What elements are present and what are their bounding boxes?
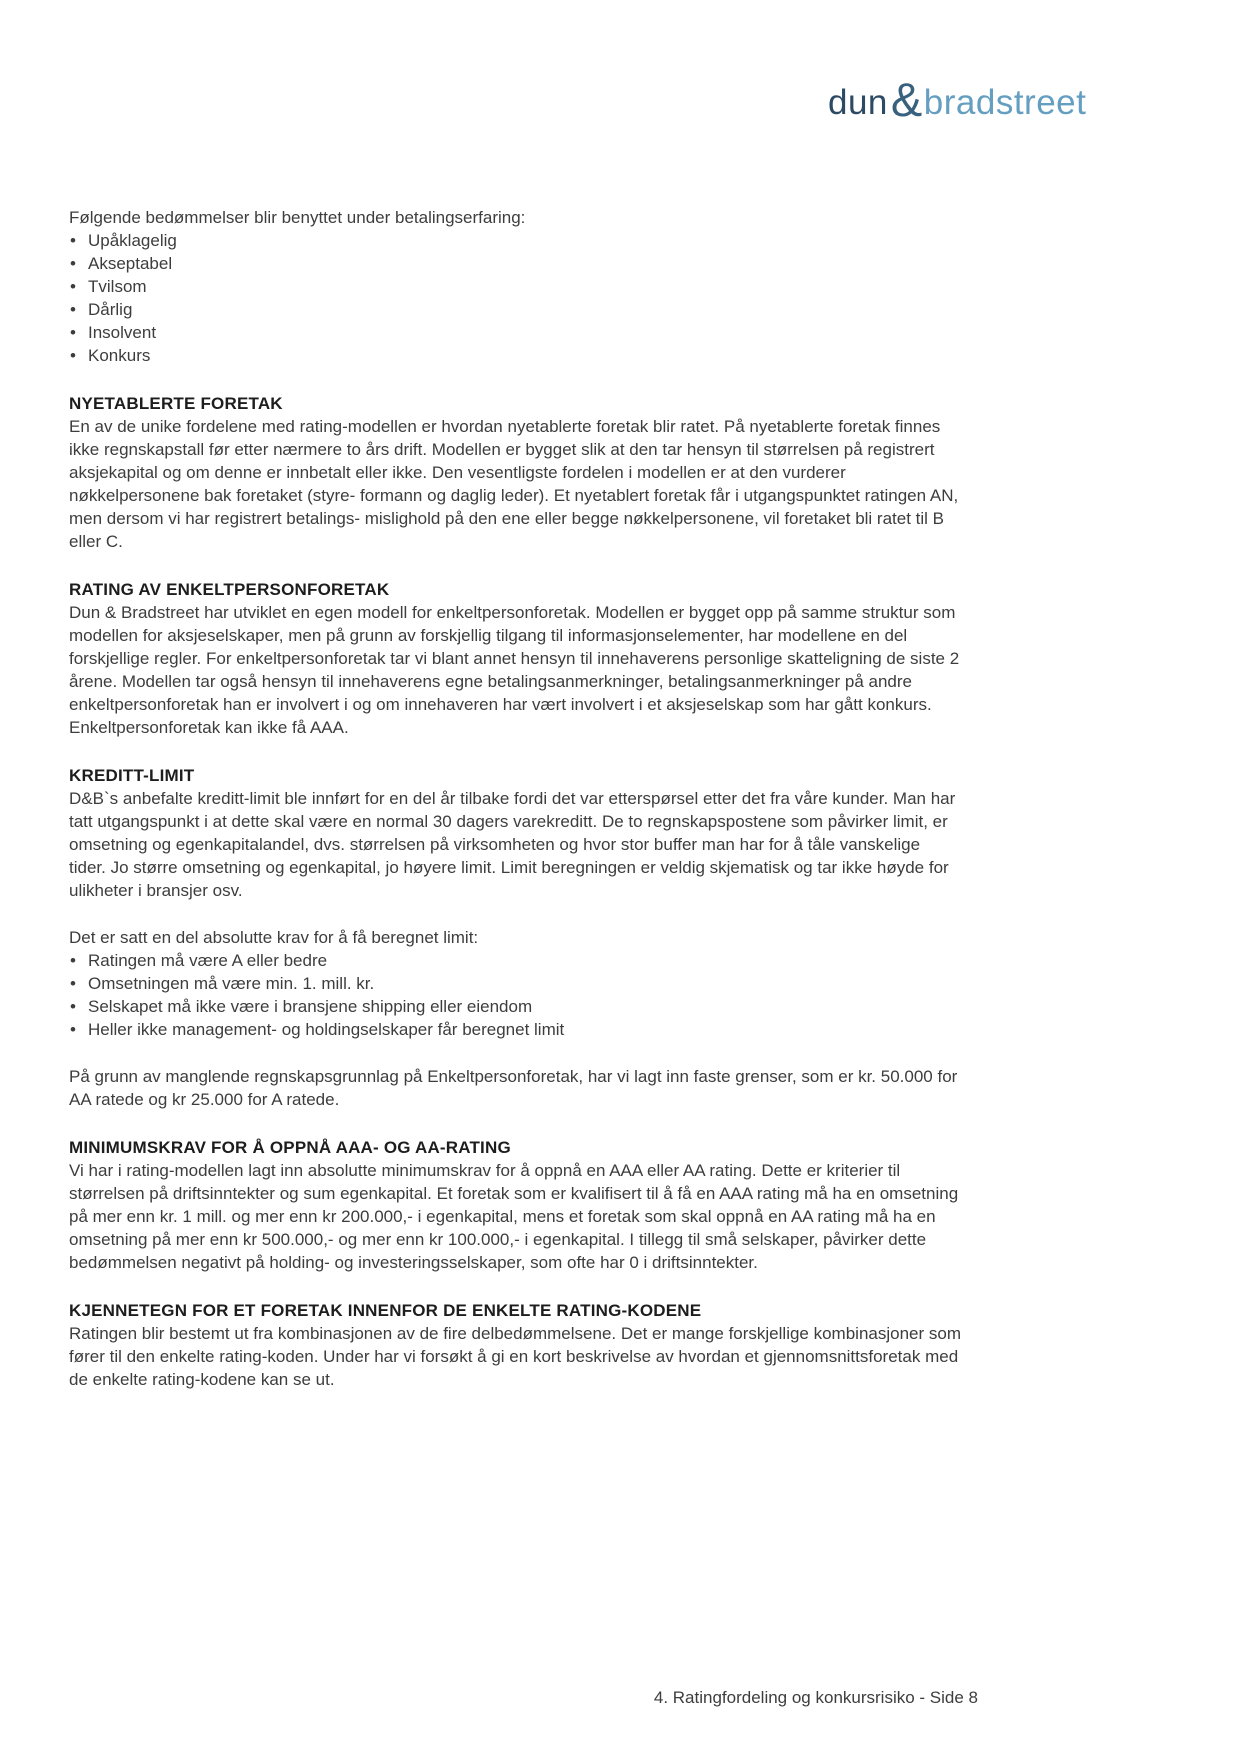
paragraph: Dun & Bradstreet har utviklet en egen modell for enkeltpersonforetak. Modellen er bygget opp på samme struktur som modellen for aksjeselskaper, men på grunn av forskjellig tilgang til informasjonselementer, har modellene en del forskjellige regler. For enkeltpersonforetak tar vi blant annet hensyn til innehaverens personlige skatteligning de siste 2 årene. Modellen tar også hensyn til innehaverens egne betalingsanmerkninger, betalingsanmerkninger på andre enkeltpersonforetak han er involvert i og om innehaveren har vært involvert i et aksjeselskap som har gått konkurs. Enkeltpersonforetak kan ikke få AAA.	[69, 603, 960, 737]
section-heading: RATING AV ENKELTPERSONFORETAK	[69, 580, 390, 599]
paragraph: Ratingen blir bestemt ut fra kombinasjonen av de fire delbedømmelsene. Det er mange forskjellige kombinasjoner som fører til den enkelte rating-koden. Under har vi forsøkt å gi en kort beskrivelse av hvordan et gjennomsnittsforetak med de enkelte rating-kodene kan se ut.	[69, 1324, 961, 1389]
logo-word-bradstreet: bradstreet	[923, 83, 1087, 122]
section-heading: KJENNETEGN FOR ET FORETAK INNENFOR DE ENKELTE RATING-KODENE	[69, 1301, 702, 1320]
paragraph: Vi har i rating-modellen lagt inn absolutte minimumskrav for å oppnå en AAA eller AA rating. Dette er kriterier til størrelsen på driftsinntekter og sum egenkapital. Et foretak som er kvalifisert til å få en AAA rating må ha en omsetning på mer enn kr. 1 mill. og mer enn kr 200.000,- i egenkapital, mens et foretak som skal oppnå en AA rating må ha en omsetning på mer enn kr 500.000,- og mer enn kr 100.000,- i egenkapital. I tillegg til små selskaper, påvirker dette bedømmelsen negativt på holding- og investeringsselskaper, som ofte har 0 i driftsinntekter.	[69, 1161, 959, 1272]
bullet-item: • Akseptabel	[69, 252, 961, 275]
bullet-list	[69, 229, 961, 367]
bullet-item: • Ratingen må være A eller bedre	[69, 949, 961, 972]
section-heading: NYETABLERTE FORETAK	[69, 394, 283, 413]
paragraph: På grunn av manglende regnskapsgrunnlag på Enkeltpersonforetak, har vi lagt inn faste grenser, som er kr. 50.000 for AA ratede og kr 25.000 for A ratede.	[69, 1067, 958, 1109]
page-footer: 4. Ratingfordeling og konkursrisiko - Side 8	[653, 1688, 978, 1707]
paragraph: Følgende bedømmelser blir benyttet under betalingserfaring:	[69, 208, 526, 227]
bullet-item: • Dårlig	[69, 298, 961, 321]
section-heading: KREDITT-LIMIT	[69, 766, 195, 785]
paragraph: D&B`s anbefalte kreditt-limit ble innført for en del år tilbake fordi det var etterspørsel etter det fra våre kunder. Man har tatt utgangspunkt i at dette skal være en normal 30 dagers varekreditt. De to regnskapspostene som påvirker limit, er omsetning og egenkapitalandel, dvs. størrelsen på virksomheten og hvor stor buffer man har for å tåle vanskelige tider. Jo større omsetning og egenkapital, jo høyere limit. Limit beregningen er veldig skjematisk og tar ikke høyde for ulikheter i bransjer osv.	[69, 789, 956, 900]
bullet-item: • Upåklagelig	[69, 229, 961, 252]
bullet-item: • Tvilsom	[69, 275, 961, 298]
paragraph: En av de unike fordelene med rating-modellen er hvordan nyetablerte foretak blir ratet. På nyetablerte foretak finnes ikke regnskapstall før etter nærmere to års drift. Modellen er bygget slik at den tar hensyn til størrelsen på registrert aksjekapital og om denne er innbetalt eller ikke. Den vesentligste fordelen i modellen er at den vurderer nøkkelpersonene bak foretaket (styre- formann og daglig leder). Et nyetablert foretak får i utgangspunktet ratingen AN, men dersom vi har registrert betalings- mislighold på den ene eller begge nøkkelpersonene, vil foretaket bli ratet til B eller C.	[69, 417, 959, 551]
dun-bradstreet-logo	[828, 73, 1087, 126]
bullet-list	[69, 949, 961, 1041]
document-body	[69, 206, 961, 1415]
bullet-item: • Selskapet må ikke være i bransjene shipping eller eiendom	[69, 995, 961, 1018]
logo-word-dun: dun	[828, 83, 888, 122]
bullet-item: • Omsetningen må være min. 1. mill. kr.	[69, 972, 961, 995]
section-heading: MINIMUMSKRAV FOR Å OPPNÅ AAA- OG AA-RATING	[69, 1138, 511, 1157]
bullet-item: • Insolvent	[69, 321, 961, 344]
logo-ampersand-icon: &	[890, 73, 923, 126]
bullet-item: • Konkurs	[69, 344, 961, 367]
paragraph: Det er satt en del absolutte krav for å få beregnet limit:	[69, 928, 479, 947]
bullet-item: • Heller ikke management- og holdingselskaper får beregnet limit	[69, 1018, 961, 1041]
